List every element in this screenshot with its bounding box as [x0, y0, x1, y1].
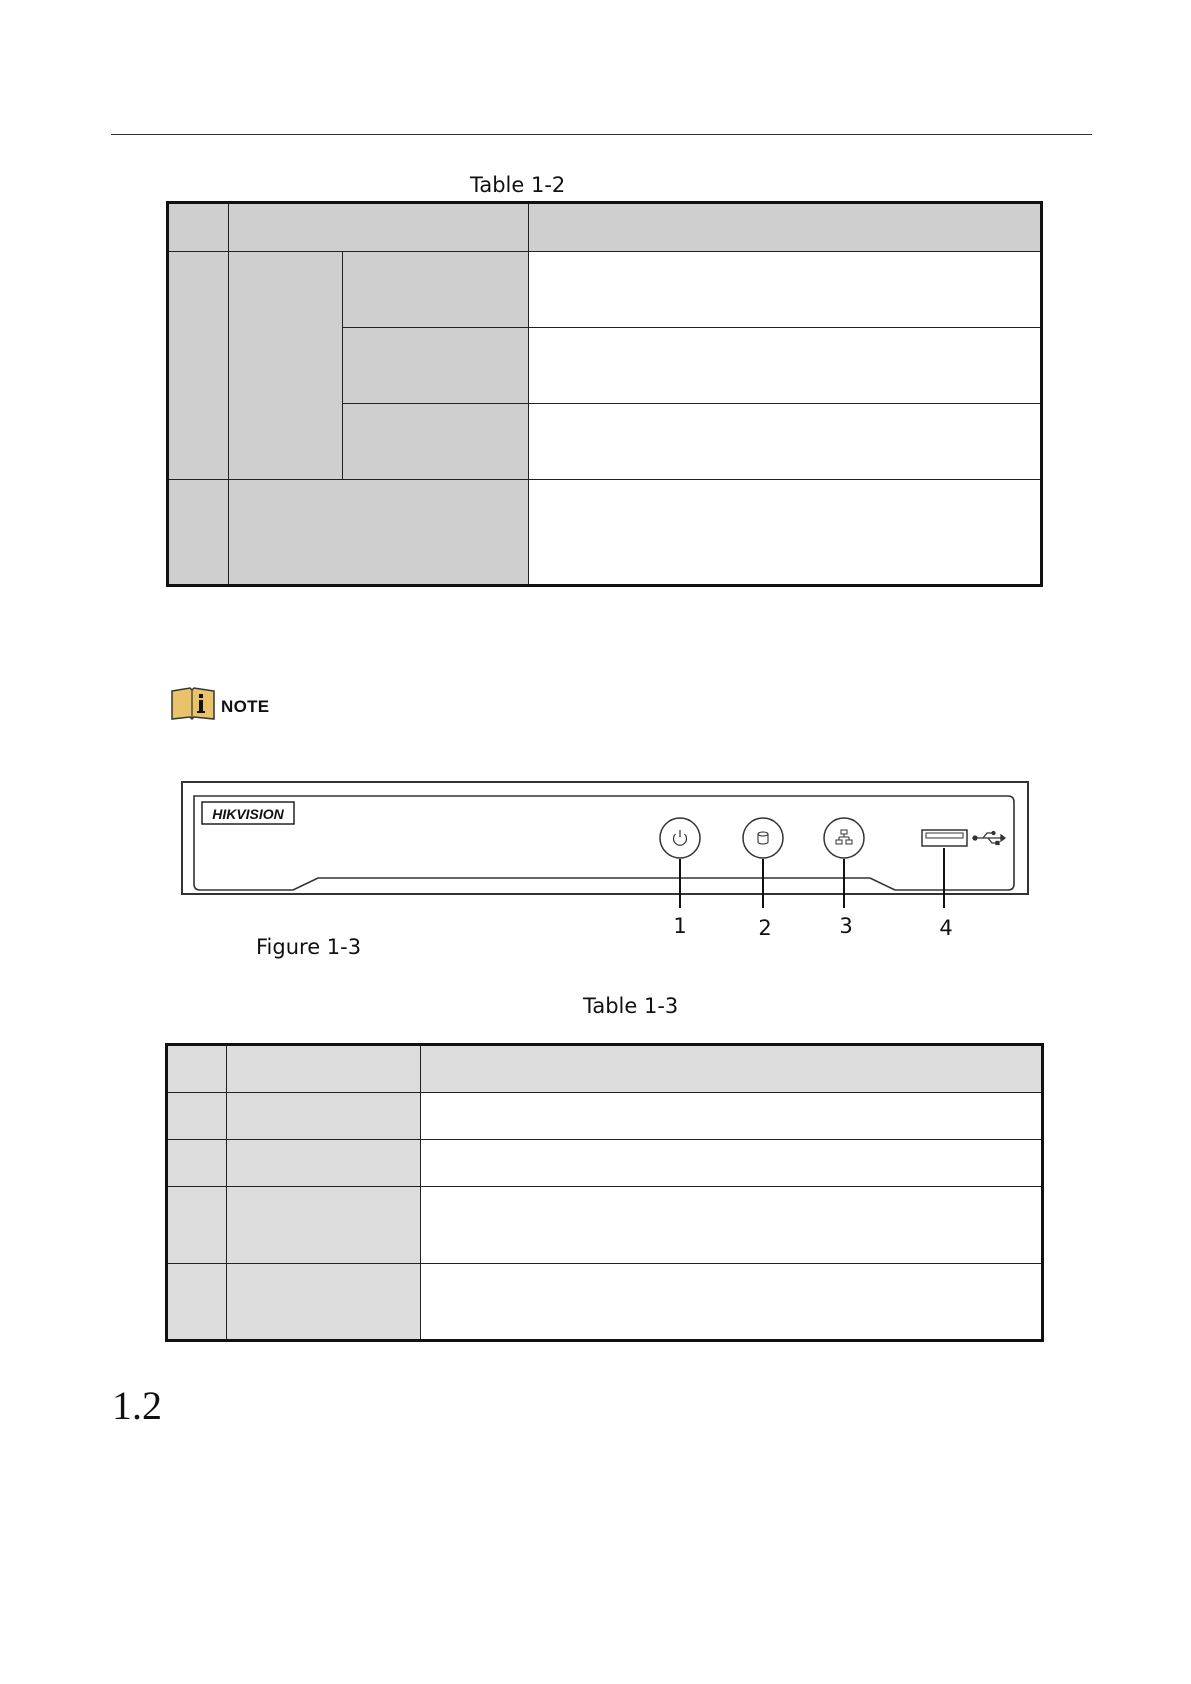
table-cell	[421, 1093, 1043, 1140]
table-1-3	[165, 1043, 1044, 1342]
table-cell	[343, 404, 529, 480]
hikvision-logo	[202, 802, 294, 824]
table-row	[168, 480, 1042, 586]
table-row	[167, 1187, 1043, 1264]
table-cell	[168, 203, 229, 252]
table-cell	[529, 404, 1042, 480]
table-row	[168, 203, 1042, 252]
table-cell	[227, 1140, 421, 1187]
table-cell	[229, 252, 343, 480]
table-row	[168, 252, 1042, 328]
table-cell	[227, 1264, 421, 1341]
table-cell	[167, 1264, 227, 1341]
table-cell	[529, 328, 1042, 404]
figure-1-3-caption: Figure 1-3	[256, 935, 362, 959]
table-cell	[229, 203, 529, 252]
table-cell	[227, 1093, 421, 1140]
section-number: 1.2	[112, 1383, 162, 1428]
table-1-3-caption: Table 1-3	[583, 994, 679, 1018]
table-cell	[229, 480, 529, 586]
table-row	[167, 1140, 1043, 1187]
power-button	[660, 818, 700, 858]
table-cell	[167, 1187, 227, 1264]
table-cell	[421, 1045, 1043, 1093]
table-1-2-caption: Table 1-2	[470, 173, 566, 197]
table-row	[167, 1264, 1043, 1341]
table-1-2	[166, 201, 1043, 587]
header-rule	[111, 134, 1092, 135]
table-cell	[421, 1264, 1043, 1341]
callout-number: 1	[673, 914, 687, 938]
figure-1-3-front-panel	[180, 780, 1030, 942]
table-cell	[167, 1045, 227, 1093]
table-cell	[529, 252, 1042, 328]
callout-number: 2	[758, 916, 772, 940]
table-cell	[529, 480, 1042, 586]
table-cell	[167, 1093, 227, 1140]
front-panel-outline	[194, 796, 1014, 890]
table-cell	[227, 1045, 421, 1093]
callout-number: 3	[839, 914, 853, 938]
table-row	[167, 1045, 1043, 1093]
info-book-icon	[170, 683, 216, 723]
table-cell	[421, 1187, 1043, 1264]
note-label: NOTE	[221, 697, 270, 716]
hdd-indicator	[743, 818, 783, 858]
network-indicator	[824, 818, 864, 858]
svg-text:HIKVISION: HIKVISION	[212, 806, 284, 822]
table-row	[167, 1093, 1043, 1140]
table-cell	[529, 203, 1042, 252]
table-cell	[168, 252, 229, 480]
table-cell	[343, 252, 529, 328]
table-cell	[227, 1187, 421, 1264]
usb-port	[922, 830, 967, 846]
table-cell	[167, 1140, 227, 1187]
table-cell	[421, 1140, 1043, 1187]
callout-number: 4	[939, 916, 953, 940]
table-cell	[168, 480, 229, 586]
table-cell	[343, 328, 529, 404]
